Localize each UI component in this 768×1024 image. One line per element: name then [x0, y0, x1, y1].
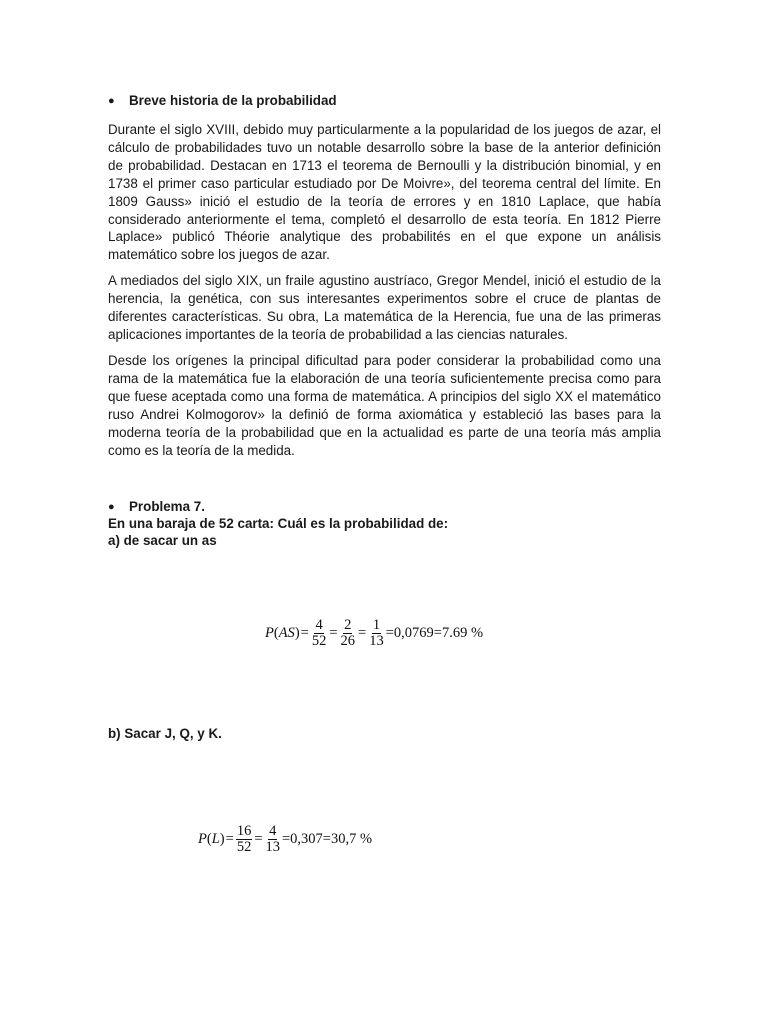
problem-question: En una baraja de 52 carta: Cuál es la probabilidad de: — [108, 516, 449, 531]
fraction-numerator: 4 — [269, 823, 277, 839]
bullet-icon: ● — [108, 95, 115, 107]
formula-symbol: P — [198, 831, 207, 847]
bullet-icon: ● — [108, 501, 115, 513]
formula-symbol: P — [265, 625, 274, 641]
fraction — [236, 824, 253, 855]
formula-paren: ) — [294, 625, 300, 641]
formula-variable: L — [211, 831, 220, 847]
formula-paren: ( — [273, 625, 279, 641]
heading-text: Breve historia de la probabilidad — [129, 93, 337, 108]
fraction — [311, 618, 328, 649]
fraction-denominator: 52 — [311, 633, 327, 649]
formula-paren: ( — [206, 831, 212, 847]
fraction-numerator: 1 — [372, 617, 381, 633]
formula-paren: ) — [219, 831, 225, 847]
fraction — [340, 618, 357, 649]
formula-equals: = — [358, 625, 367, 641]
formula-result: =0,0769=7.69 % — [385, 625, 484, 641]
paragraph-2: A mediados del siglo XIX, un fraile agustino austríaco, Gregor Mendel, inició el estudio de la herencia, la genética, con sus interesantes experimentos sobre el cruce de plantas de diferentes características. Su obra, La matemática de la Herencia, fue una de las primeras aplicaciones importantes de la teoría de probabilidad a las ciencias naturales. — [108, 273, 661, 342]
fraction-denominator: 13 — [265, 839, 280, 855]
fraction-numerator: 16 — [236, 823, 252, 839]
formula-ace-probability — [265, 618, 483, 649]
heading-text: Problema 7. — [129, 499, 205, 514]
fraction-denominator: 13 — [369, 633, 384, 649]
formula-equals: = — [225, 831, 234, 847]
formula-variable: AS — [278, 625, 295, 641]
problem-part-b: b) Sacar J, Q, y K. — [108, 726, 222, 741]
paragraph-1: Durante el siglo XVIII, debido muy particularmente a la popularidad de los juegos de azar, el cálculo de probabilidades tuvo un notable desarrollo sobre la base de la anterior definición de probabilidad. Destacan en 1713 el teorema de Bernoulli y la distribución binomial, y en 1738 el primer caso particular estudiado por De Moivre», del teorema central del límite. En 1809 Gauss» inició el estudio de la teoría de errores y en 1810 Laplace, que había considerado anteriormente el tema, completó el desarrollo de esta teoría. En 1812 Pierre Laplace» publicó Théorie analytique des probabilités en el que expone un análisis matemático sobre los juegos de azar. — [108, 122, 661, 263]
fraction — [368, 618, 385, 649]
formula-equals: = — [254, 831, 263, 847]
paragraph-3: Desde los orígenes la principal dificultad para poder considerar la probabilidad como una rama de la matemática fue la elaboración de una teoría suficientemente precisa como para que fuese aceptada como una forma de matemática. A principios del siglo XX el matemático ruso Andrei Kolmogorov» la definió de forma axiomática y estableció las bases para la moderna teoría de la probabilidad que en la actualidad es parte de una teoría más amplia como es la teoría de la medida. — [108, 353, 661, 458]
fraction — [265, 824, 282, 855]
fraction-numerator: 4 — [315, 617, 323, 633]
formula-equals: = — [300, 625, 309, 641]
formula-equals: = — [329, 625, 338, 641]
fraction-denominator: 26 — [340, 633, 356, 649]
fraction-numerator: 2 — [344, 617, 352, 633]
formula-face-card-probability — [198, 824, 372, 855]
problem-part-a: a) de sacar un as — [108, 533, 217, 548]
fraction-denominator: 52 — [236, 839, 252, 855]
formula-result: =0,307=30,7 % — [282, 831, 373, 847]
